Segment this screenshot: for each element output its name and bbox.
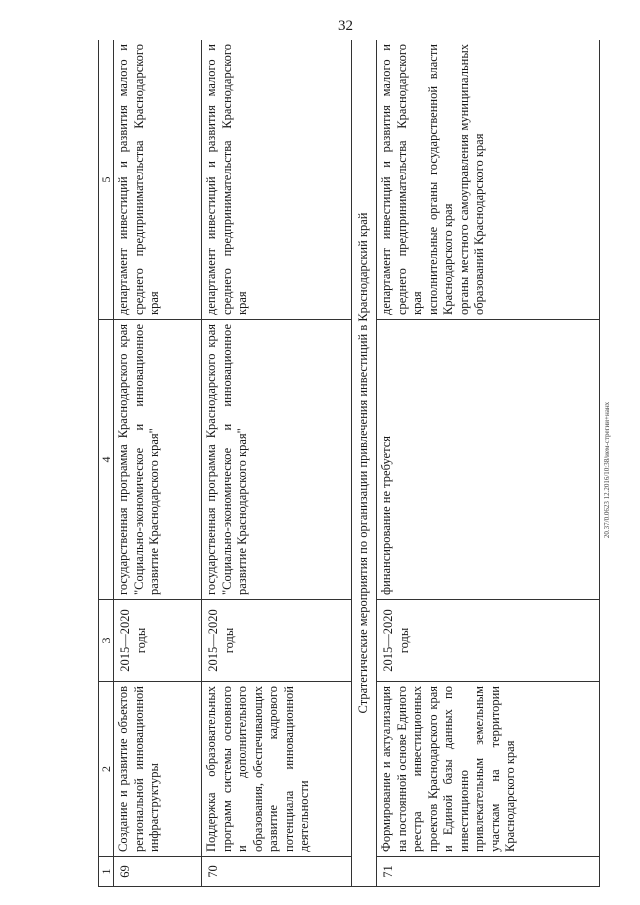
period-cell: 2015—2020 годы bbox=[377, 600, 600, 682]
executor-cell: департамент инвестиций и развития малого и среднего предпринимательства Краснодарского края bbox=[114, 40, 202, 320]
row-number: 71 bbox=[377, 857, 600, 887]
measure-cell: Формирование и актуализация на постоянной основе Единого реестра инвестиционных проектов Краснодарского края и Единой базы данных по инвестиционно привлекательным земельным участкам на территории Краснодарского края bbox=[377, 682, 600, 857]
measures-table bbox=[98, 40, 600, 887]
table-viewport bbox=[98, 40, 600, 887]
table-row bbox=[114, 40, 202, 887]
executor-cell: департамент инвестиций и развития малого и среднего предпринимательства Краснодарского края bbox=[202, 40, 352, 320]
section-title: Стратегические мероприятия по организации привлечения инвестиций в Краснодарский край bbox=[352, 40, 377, 887]
row-number: 69 bbox=[114, 857, 202, 887]
section-row bbox=[352, 40, 377, 887]
measure-cell: Создание и развитие объектов региональной инновационной инфраструктуры bbox=[114, 682, 202, 857]
period-cell: 2015—2020 годы bbox=[114, 600, 202, 682]
funding-cell: финансирование не требуется bbox=[377, 320, 600, 600]
measure-cell: Поддержка образовательных программ системы основного и дополнительного образования, обеспечивающих развитие кадрового потенциала инновационной деятельности bbox=[202, 682, 352, 857]
row-number: 70 bbox=[202, 857, 352, 887]
executor-line: департамент инвестиций и развития малого и среднего предпринимательства Краснодарского края bbox=[379, 44, 424, 315]
executor-cell bbox=[377, 40, 600, 320]
header-col-4: 4 bbox=[99, 320, 114, 600]
table-row bbox=[377, 40, 600, 887]
executor-line: исполнительные органы государственной власти Краснодарского края bbox=[425, 44, 455, 315]
period-cell: 2015—2020 годы bbox=[202, 600, 352, 682]
header-row bbox=[99, 40, 114, 887]
header-col-2: 2 bbox=[99, 682, 114, 857]
executor-line: органы местного самоуправления муниципальных образований Краснодарского края bbox=[456, 44, 486, 315]
header-col-3: 3 bbox=[99, 600, 114, 682]
page-number: 32 bbox=[338, 18, 353, 34]
header-col-5: 5 bbox=[99, 40, 114, 320]
header-col-1: 1 bbox=[99, 857, 114, 887]
table-row bbox=[202, 40, 352, 887]
side-note: 20.37/0.0623 12.2016/10:38/ием-стрегии+нанх bbox=[603, 401, 611, 539]
rotated-table bbox=[98, 40, 600, 887]
funding-cell: государственная программа Краснодарского края "Социально-экономическое и инновационное развитие Краснодарского края" bbox=[114, 320, 202, 600]
funding-cell: государственная программа Краснодарского края "Социально-экономическое и инновационное развитие Краснодарского края" bbox=[202, 320, 352, 600]
